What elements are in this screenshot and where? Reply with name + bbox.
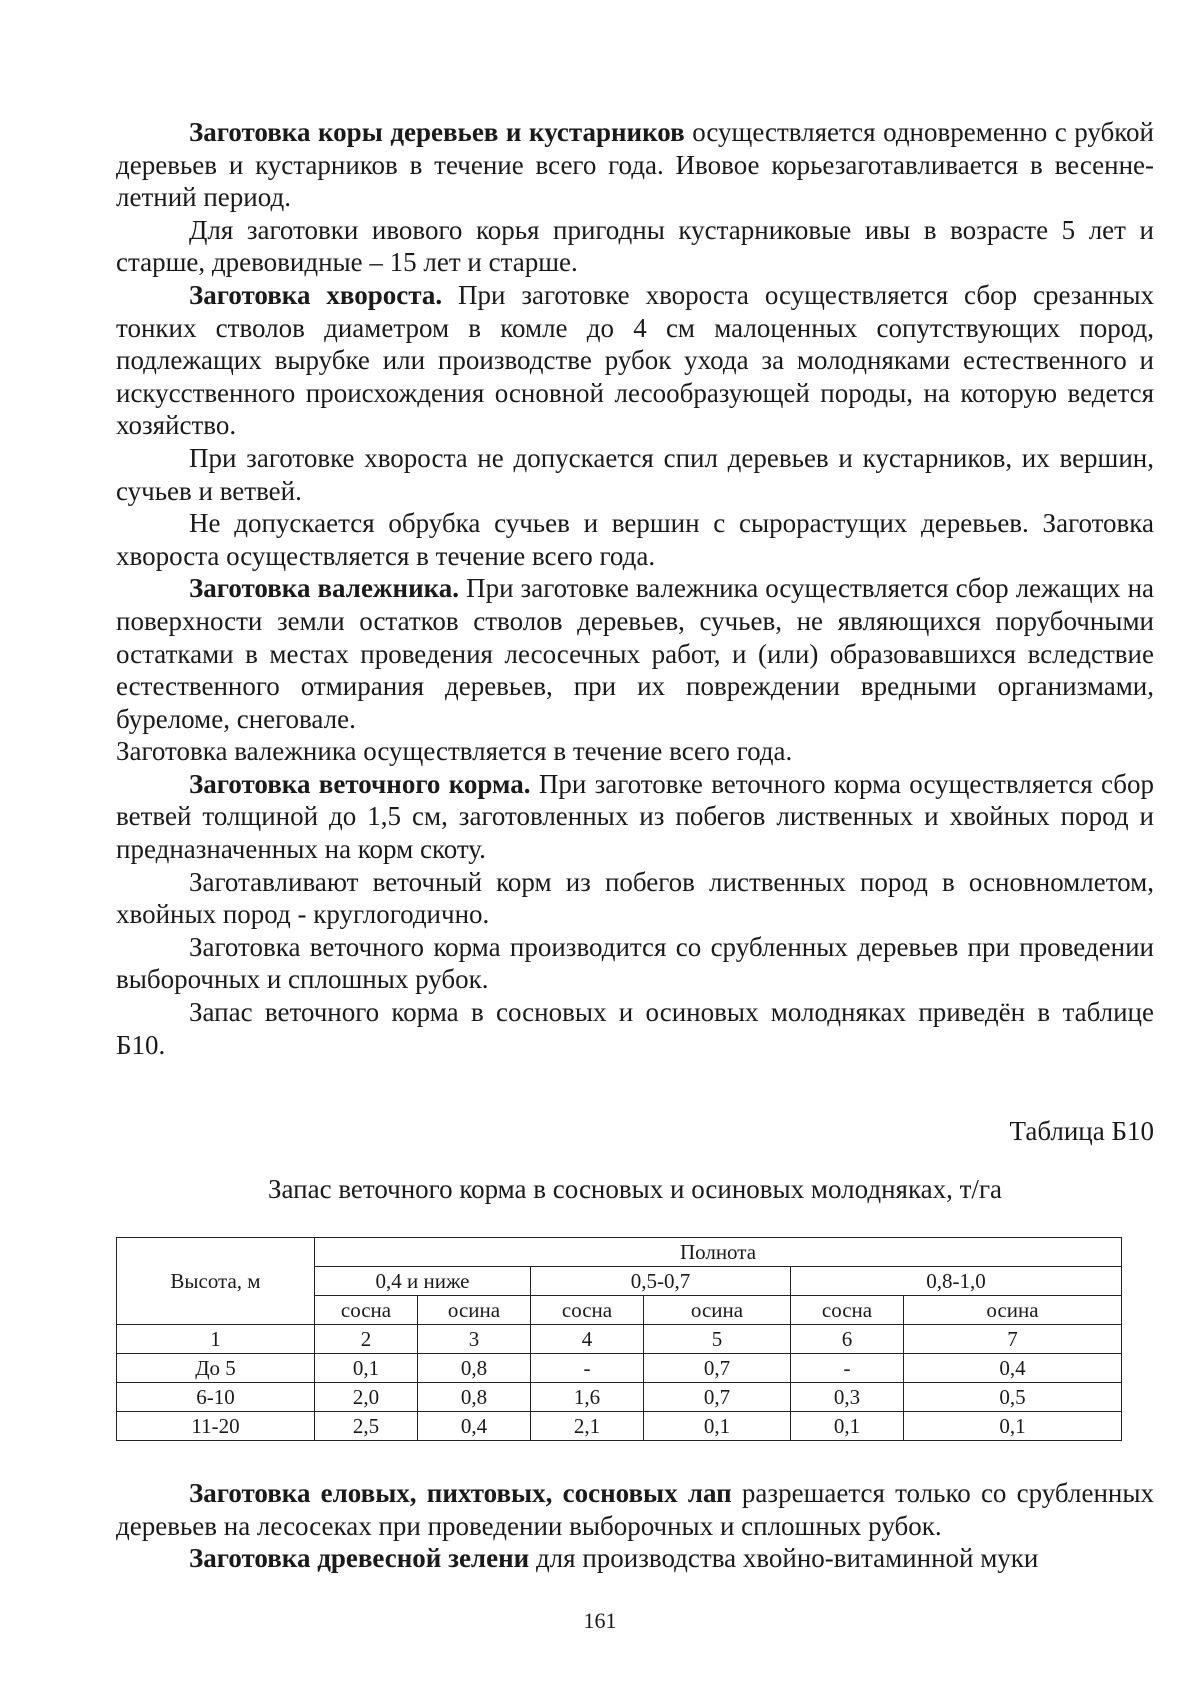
bold-heading-spruce-paws: Заготовка еловых, пихтовых, сосновых лап [189,1478,732,1509]
paragraph-brushwood-season: Не допускается обрубка сучьев и вершин с сырорастущих деревьев. Заготовка хвороста осуществляется в течение всего года. [116,508,1154,571]
paragraph-deadwood [116,572,1154,735]
paragraph-fodder-table-ref: Запас веточного корма в сосновых и осиновых молодняках приведён в таблице Б10. [116,997,1154,1060]
table-row [117,1354,1122,1383]
paragraph-spruce-paws [116,1477,1154,1542]
table-cell: 0,4 [904,1354,1122,1383]
paragraph-brushwood-restriction: При заготовке хвороста не допускается спил деревьев и кустарников, их вершин, сучьев и ветвей. [116,442,1154,506]
table-cell: 0,8 [418,1354,531,1383]
table-cell: До 5 [117,1354,315,1383]
table-column-numbers-row [117,1325,1122,1354]
paragraph-fodder-season: Заготавливают веточный корм из побегов лиственных пород в основномлетом, хвойных пород - круглогодично. [116,866,1154,930]
table-cell: 0,1 [904,1412,1122,1441]
paragraph-text: При заготовке веточного корма осуществляется сбор ветвей толщиной до 1,5 см, заготовленных из побегов лиственных и хвойных пород и предназначенных на корм скоту. [116,768,1155,865]
header-species: осина [418,1296,531,1325]
column-number: 6 [791,1325,904,1354]
document-page [116,116,1154,1575]
header-species: осина [904,1296,1122,1325]
paragraph-text: осуществляется одновременно с рубкой деревьев и кустарников в течение всего года. Ивовое корьезаготавливается в весенне-летний период. [116,117,1154,213]
paragraph-deadwood-season: Заготовка валежника осуществляется в течение всего года. [116,736,793,767]
table-cell: 6-10 [117,1383,315,1412]
bold-heading-wood-greens: Заготовка древесной зелени [189,1543,530,1574]
paragraph-brushwood [116,279,1154,442]
table-cell: 2,5 [315,1412,418,1441]
paragraph-wood-greens [116,1542,1154,1575]
column-number: 3 [418,1325,531,1354]
table-cell: 11-20 [117,1412,315,1441]
table-cell: 0,5 [904,1383,1122,1412]
table-cell: 0,3 [791,1383,904,1412]
paragraph-text: При заготовке валежника осуществляется сбор лежащих на поверхности земли остатков стволов деревьев, сучьев, не являющихся порубочными остатками в местах проведения лесосечных работ, и (или) образовавшихся вследствие естественного отмирания деревьев, при их повреждении вредными организмами, буреломе, снеговале. [116,573,1154,734]
bold-heading-brushwood: Заготовка хвороста. [189,279,443,310]
paragraph-fodder-source: Заготовка веточного корма производится со срубленных деревьев при проведении выборочных и сплошных рубок. [116,931,1154,995]
table-cell: 0,7 [644,1383,791,1412]
header-species: сосна [791,1296,904,1325]
table-cell: - [791,1354,904,1383]
page-number: 161 [583,1608,617,1633]
paragraph-text: При заготовке хвороста осуществляется сбор срезанных тонких стволов диаметром в комле до 4 см малоценных сопутствующих пород, подлежащих вырубке или производстве рубок ухода за молодняками естественного и искусственного происхождения основной лесообразующей породы, на которую ведется хозяйство. [116,279,1154,441]
header-group: 0,8-1,0 [791,1267,1122,1296]
column-number: 5 [644,1325,791,1354]
paragraph-bark [116,116,1154,214]
header-height: Высота, м [117,1238,315,1325]
table-cell: 1,6 [531,1383,644,1412]
column-number: 4 [531,1325,644,1354]
table-cell: 0,1 [644,1412,791,1441]
table-cell: 0,1 [791,1412,904,1441]
table-cell: 2,0 [315,1383,418,1412]
paragraph-text: разрешается только со срубленных деревьев на лесосеках при проведении выборочных и сплошных рубок. [116,1478,1154,1541]
paragraph-willow-bark: Для заготовки ивового корья пригодны кустарниковые ивы в возрасте 5 лет и старше, древовидные – 15 лет и старше. [116,214,1154,278]
table-cell: - [531,1354,644,1383]
column-number: 7 [904,1325,1122,1354]
column-number: 2 [315,1325,418,1354]
header-density: Полнота [315,1238,1122,1267]
table-cell: 2,1 [531,1412,644,1441]
header-species: осина [644,1296,791,1325]
paragraph-branch-fodder [116,768,1154,866]
bold-heading-bark: Заготовка коры деревьев и кустарников [189,117,685,147]
table-title: Запас веточного корма в сосновых и осиновых молодняках, т/га [268,1174,1002,1205]
table-row [117,1412,1122,1441]
header-species: сосна [315,1296,418,1325]
header-species: сосна [531,1296,644,1325]
paragraph-text: для производства хвойно-витаминной муки [529,1543,1039,1574]
column-number: 1 [117,1325,315,1354]
table-header-row [117,1238,1122,1267]
bold-heading-branch-fodder: Заготовка веточного корма. [189,768,531,799]
header-group: 0,5-0,7 [531,1267,791,1296]
header-group: 0,4 и ниже [315,1267,531,1296]
table-cell: 0,7 [644,1354,791,1383]
table-row [117,1383,1122,1412]
table-cell: 0,8 [418,1383,531,1412]
table-cell: 0,1 [315,1354,418,1383]
table-label: Таблица Б10 [1009,1116,1154,1147]
fodder-table [116,1237,1122,1441]
table-cell: 0,4 [418,1412,531,1441]
bold-heading-deadwood: Заготовка валежника. [189,573,460,604]
